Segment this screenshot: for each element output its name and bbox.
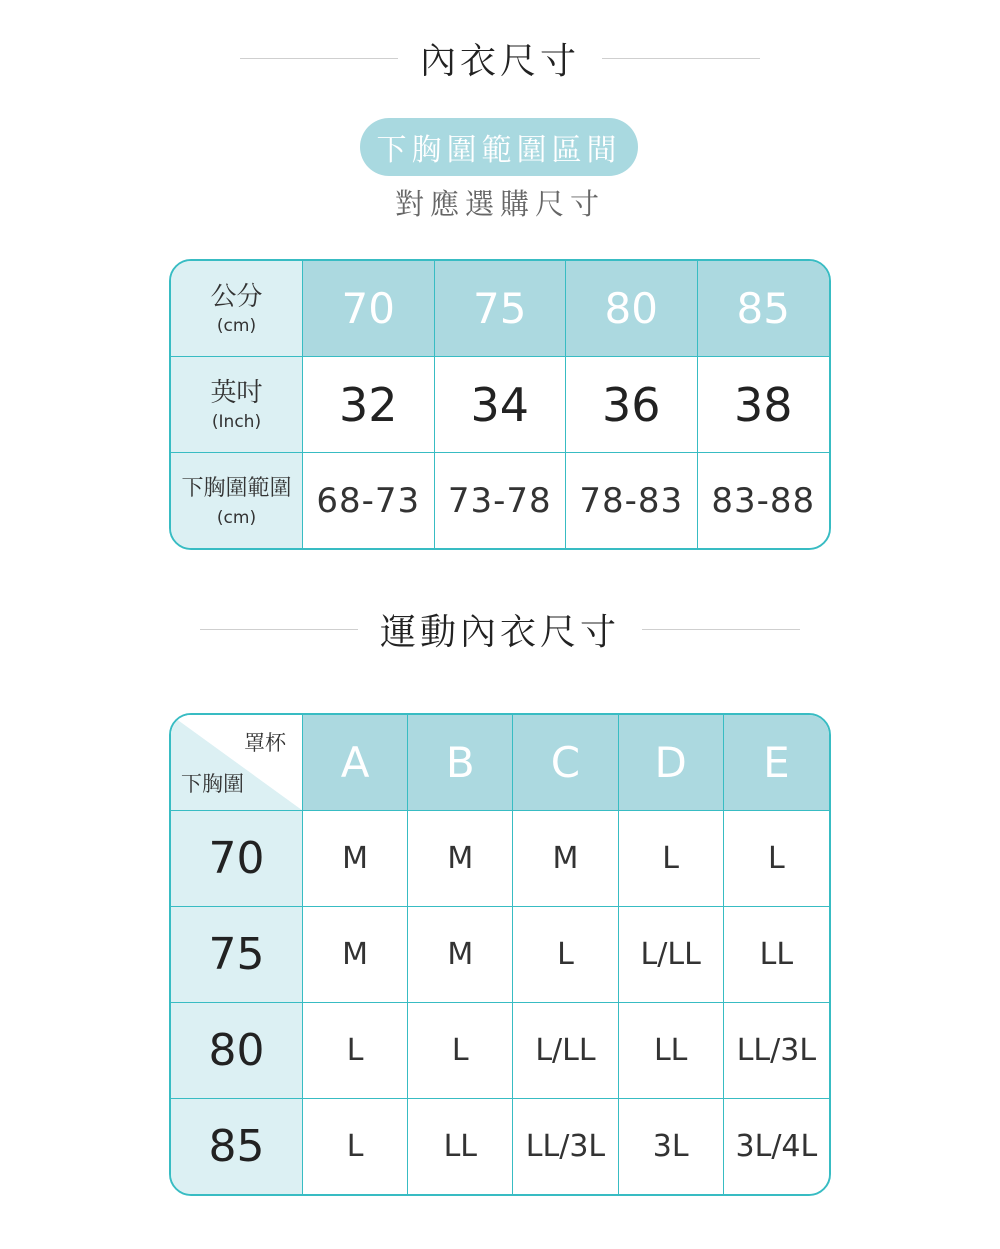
table-row	[171, 907, 829, 1003]
row-header-cm	[171, 261, 303, 357]
size-cell: LL/3L	[513, 1099, 618, 1194]
table-row	[171, 1003, 829, 1099]
corner-underbust-label: 下胸圍	[181, 772, 244, 796]
table-row	[171, 261, 829, 357]
table-row	[171, 811, 829, 907]
row-header-label: 下胸圍範圍	[181, 475, 292, 501]
sports-bra-title-row	[0, 599, 1000, 659]
size-cell: L	[303, 1003, 408, 1099]
size-cell: LL	[408, 1099, 513, 1194]
size-cell: LL	[724, 907, 829, 1003]
size-cell: M	[408, 811, 513, 907]
size-cell: M	[408, 907, 513, 1003]
bra-size-subtitle: 對應選購尺寸	[394, 187, 605, 221]
row-header-underbust-range	[171, 453, 303, 548]
range-cell: 68-73	[303, 453, 435, 548]
cup-header: B	[408, 715, 513, 811]
size-cell: M	[513, 811, 618, 907]
sports-bra-title: 運動內衣尺寸	[379, 611, 620, 653]
table-row	[171, 357, 829, 453]
row-header-unit: (Inch)	[211, 411, 262, 432]
corner-cell	[171, 715, 303, 811]
size-cell: 3L/4L	[724, 1099, 829, 1194]
row-header-label: 公分	[210, 281, 263, 312]
title-rule-left	[200, 629, 358, 630]
size-cell: L/LL	[513, 1003, 618, 1099]
inch-cell: 38	[698, 357, 830, 453]
cup-header: C	[513, 715, 618, 811]
title-rule-left	[240, 58, 398, 59]
bra-size-title-row	[0, 28, 1000, 88]
range-cell: 83-88	[698, 453, 830, 548]
row-header-unit: (cm)	[216, 315, 257, 336]
cup-header: E	[724, 715, 829, 811]
table-row	[171, 1099, 829, 1194]
cm-cell: 80	[566, 261, 698, 357]
underbust-range-pill: 下胸圍範圍區間	[360, 118, 638, 176]
inch-cell: 36	[566, 357, 698, 453]
size-cell: L/LL	[619, 907, 724, 1003]
size-cell: M	[303, 811, 408, 907]
corner-cup-label: 罩杯	[244, 731, 286, 755]
range-cell: 78-83	[566, 453, 698, 548]
table-row	[171, 715, 829, 811]
cm-cell: 85	[698, 261, 830, 357]
inch-cell: 32	[303, 357, 435, 453]
table-row	[171, 453, 829, 548]
size-cell: L	[408, 1003, 513, 1099]
cup-header: A	[303, 715, 408, 811]
row-header-inch	[171, 357, 303, 453]
band-header: 80	[171, 1003, 303, 1099]
sports-bra-size-table	[169, 713, 831, 1196]
range-cell: 73-78	[435, 453, 567, 548]
cup-header: D	[619, 715, 724, 811]
size-cell: L	[513, 907, 618, 1003]
inch-cell: 34	[435, 357, 567, 453]
row-header-unit: (cm)	[216, 507, 257, 528]
band-header: 85	[171, 1099, 303, 1194]
bra-size-title: 內衣尺寸	[419, 40, 580, 82]
row-header-label: 英吋	[210, 377, 263, 408]
cm-cell: 70	[303, 261, 435, 357]
band-header: 75	[171, 907, 303, 1003]
size-cell: L	[303, 1099, 408, 1194]
size-cell: LL/3L	[724, 1003, 829, 1099]
band-header: 70	[171, 811, 303, 907]
cm-cell: 75	[435, 261, 567, 357]
title-rule-right	[602, 58, 760, 59]
bra-size-table	[169, 259, 831, 550]
size-cell: M	[303, 907, 408, 1003]
size-cell: 3L	[619, 1099, 724, 1194]
size-cell: L	[724, 811, 829, 907]
size-cell: LL	[619, 1003, 724, 1099]
title-rule-right	[642, 629, 800, 630]
size-cell: L	[619, 811, 724, 907]
